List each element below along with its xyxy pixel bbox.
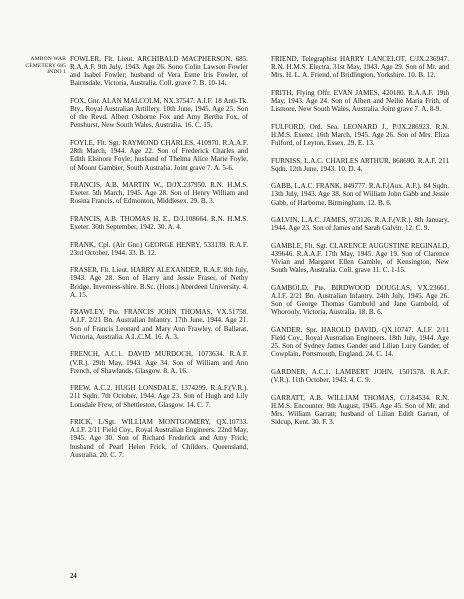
register-entry: FRASER, Flt. Lieut. HARRY ALEXANDER, R.A.F. 8th July, 1943. Age 28. Son of Harry and Jessie Fraser, of Nethy Bridge, Inverness-shire. B.Sc. (Hons.) Aberdeen University. 4. A. 15.: [70, 266, 248, 299]
register-entry: FREW, A.C.2. HUGH LONSDALE, 1374299. R.A.F.(V.R.). 211 Sqdn. 7th October, 1944. Age 23. Son of Hugh and Lily Lonsdale Frew, of Shettleston, Glasgow. 14. C. 7.: [70, 384, 248, 409]
sidebar-line: CEMETERY 685: [25, 62, 66, 69]
register-entry: FRICK, L/Sgt. WILLIAM MONTGOMERY, QX.10733. A.I.F. 2/11 Field Coy., Royal Australian Engineers. 22nd May, 1945. Age 30. Son of Richard Frederick and Amy Frick; husband of Pearl Helen Frick, of Childers, Queensland, Australia. 20. C. 7.: [70, 418, 248, 459]
register-entry: GAMBLE, Flt. Sgt. CLARENCE AUGUSTINE REGINALD, 439646. R.A.A.F. 17th May, 1945. Age 19. Son of Clarence Vivian and Margaret Ellen Gamble, of Kensington, New South Wales, Australia. Coll. grave 11. C. 1-15.: [271, 241, 449, 275]
register-entry: GAMBOLD, Pte. BIRDWOOD DOUGLAS, VX.23661. A.I.F. 2/21 Bn. Australian Infantry. 24th July, 1945. Age 26. Son of George Thomas Gambold and Jane Gambold, of Whorouly, Victoria, Australia. 18. B. 6.: [271, 283, 449, 317]
register-entry: FRANK, Cpl. (Air Gnr.) GEORGE HENRY, 533139. R.A.F. 23rd October, 1944. 33. B. 12.: [70, 240, 248, 257]
register-entry: FULFORD, Ord. Sea. LEONARD J., P/JX.286923. R.N. H.M.S. Exeter. 16th March, 1945. Age 26. Son of Mrs. Eliza Fulford, of Leyton, Essex. 29. E. 13.: [271, 122, 449, 148]
register-entry: FOX, Gnr. ALAN MALCOLM, NX.37547. A.I.F. 18 Anti-Tk. Bty., Royal Australian Artillery. 10th June, 1945. Age 25. Son of the Revd. Albert Osborne Fox and Amy Bertha Fox, of Penshurst, New South Wales, Australia. 16. C. 15.: [70, 97, 248, 130]
register-entry: GARDNER, A.C.1. LAMBERT JOHN, 1501578. R.A.F.(V.R.). 11th October, 1943. 4. C. 9.: [271, 367, 449, 385]
register-entry: GARRATT, A.B. WILLIAM THOMAS, C/J.84534. R.N. H.M.S. Encounter. 9th August, 1945. Age 45. Son of Mr. and Mrs. William Garratt; husband of Lilian Edith Garratt, of Sidcup, Kent. 30. F. 3.: [271, 393, 449, 427]
register-entry: FOYLE, Flt. Sgt. RAYMOND CHARLES, 410970. R.A.A.F. 28th March, 1944. Age 22. Son of Frederick Charles and Edith Elsinore Foyle; husband of Thelma Alice Marie Foyle, of Mount Gambier, South Australia. Joint grave 7. A. 5-6.: [70, 139, 248, 172]
sidebar-line: AMBON WAR: [30, 56, 66, 62]
register-entry: FRANCIS, A.B. THOMAS H. E., D/J.108664. R.N. H.M.S. Exeter. 30th September, 1942. 30. A. 4.: [70, 214, 248, 232]
page-number: 24: [70, 573, 77, 580]
register-entry: FURNISS, L.A.C. CHARLES ARTHUR, 868690. R.A.F. 211 Sqdn. 12th June, 1943. 10. D. 4.: [271, 156, 449, 173]
register-entry: FRITH, Flying Offr. EVAN JAMES, 420180. R.A.A.F. 19th May, 1943. Age 24. Son of Albert and Nellie Maria Frith, of Lismore, New South Wales, Australia. Joint grave 7. A. 8-9.: [271, 88, 449, 114]
register-entry: FRIEND, Telegraphist HARRY LANCELOT, C/JX.236947. R.N. H.M.S. Electra. 31st May, 1943. Age 29. Son of Mr. and Mrs. H. L. A. Friend, of Bridlington, Yorkshire. 10. B. 12.: [271, 55, 449, 80]
register-entry: FOWLER, Flt. Lieut. ARCHIBALD MACPHERSON, 685. R.A.A.F. 9th July, 1943. Age 26. Sono Colin Lawson Fowler and Isabel Fowler; husband of Vera Esme Iris Fowler, of Bairnsdale, Victoria, Australia. Coll. grave 7. B. 10-14.: [70, 55, 248, 88]
register-entry: GALVIN, L.A.C. JAMES, 973126. R.A.F.(V.R.). 8th January, 1944. Age 23. Son of James and Sarah Galvin. 12. C. 9.: [271, 216, 449, 233]
register-entry: FRAWLEY, Pte. FRANCIS JOHN THOMAS, VX.51758. A.I.F. 2/21 Bn. Australian Infantry. 17th June, 1944. Age 21. Son of Francis Leonard and Mary Ann Frawley, of Ballarat, Victoria, Australia. A.L.C.M. 16. A. 3.: [70, 308, 248, 341]
sidebar-line: INDO 1: [47, 69, 66, 76]
register-entry: FRANCIS, A.B. MARTIN W., D/JX.237950. R.N. H.M.S. Exeter. 5th March, 1945. Age 28. Son of Henry William and Rosina Francis, of Edmonton, Middlesex. 29. B. 3.: [70, 181, 248, 206]
register-entry: GANDER, Spr. HAROLD DAVID, QX.10747. A.I.F. 2/11 Field Coy., Royal Australian Engineers. 18th July, 1944. Age 25. Son of Sydney James Gander and Lilian Lucy Gander, of Cowplain, Portsmouth, England. 24. C. 14.: [271, 325, 449, 359]
left-column: [70, 55, 248, 468]
cemetery-sidebar: [8, 56, 66, 76]
register-entry: GABB, L.A.C. FRANK, 849777. R.A.F.(Aux. A.F.). 84 Sqdn. 13th July, 1943. Age 38. Son of William John Gabb and Jessie Gabb, of Harborne, Birmingham. 12. B. 6.: [271, 182, 449, 207]
right-column: [271, 55, 449, 436]
register-entry: FRENCH, A.C.1. DAVID MURDOCH, 1073634. R.A.F.(V.R.). 29th May, 1943. Age 34. Son of William and Ann French, of Shawlands, Glasgow. 8. A. 16.: [70, 350, 248, 375]
